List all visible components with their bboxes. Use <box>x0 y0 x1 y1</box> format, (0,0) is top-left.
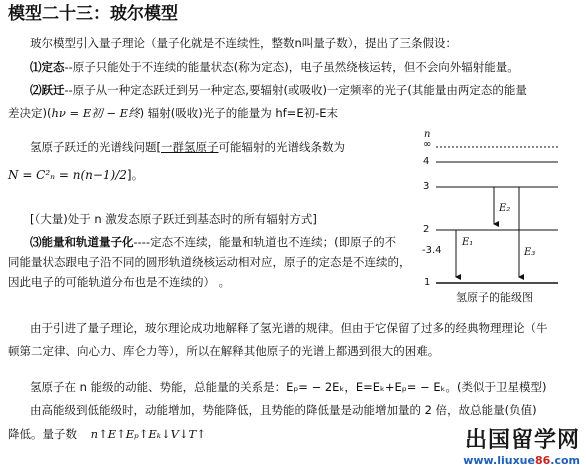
spectrum-line-b: 可能辐射的光谱线条数为 <box>218 140 345 154</box>
label-infinity: ∞ <box>423 139 432 150</box>
hypothesis-2-line2 <box>8 106 338 120</box>
paragraph-line1: 由于引进了量子理论，玻尔理论成功地解释了氢光谱的规律。但由于它保留了过多的经典物理理论（牛 <box>30 321 548 335</box>
watermark-url <box>463 454 580 467</box>
spectrum-end: ]。 <box>126 168 144 182</box>
hypothesis-1-text: --原子只能处于不连续的能量状态(称为定态)，电子虽然绕核运转，但不会向外辐射能量。 <box>64 60 519 74</box>
energy-line2: 由高能级到低能级时，动能增加，势能降低，且势能的降低量是动能增加量的 2 倍，故总能量(负值) <box>30 403 537 417</box>
diagram-caption: 氢原子的能级图 <box>456 291 533 304</box>
watermark-url-c: .com <box>550 454 580 467</box>
label-level-1: 1 <box>424 277 431 288</box>
page-title: 模型二十三：玻尔模型 <box>8 4 178 24</box>
watermark-title: 出国留学网 <box>464 428 580 453</box>
spectrum-underlined: 一群氢原子 <box>161 140 219 154</box>
hypothesis-1 <box>30 60 519 74</box>
spectrum-formula-line <box>8 168 144 182</box>
energy-line3-text: 降低。量子数 <box>8 427 77 441</box>
energy-line3 <box>8 427 206 441</box>
quantum-number-chain: n↑E↑Eₚ↑Eₖ↓V↓T↑ <box>90 427 206 441</box>
label-e3: E₃ <box>524 247 536 258</box>
energy-level-diagram <box>418 125 568 305</box>
hypothesis-2-line2-a: 差决定)( <box>8 106 52 120</box>
spectrum-note: [（大量)处于 n 激发态原子跃迁到基态时的所有辐射方式] <box>30 212 317 226</box>
label-energy-value: -3.4 <box>422 245 442 256</box>
label-level-2: 2 <box>423 224 430 235</box>
site-watermark <box>463 423 580 467</box>
hypothesis-2-label: ⑵跃迁 <box>30 83 65 97</box>
hypothesis-2-text: --原子从一种定态跃迁到另一种定态,要辐射(或吸收)一定频率的光子(其能量由两定态的能量 <box>64 83 527 97</box>
label-level-3: 3 <box>423 181 430 192</box>
hypothesis-3 <box>30 235 396 249</box>
hypothesis-2 <box>30 83 527 97</box>
hypothesis-2-line2-b: ) 辐射(吸收)光子的能量为 hf=E初-E末 <box>139 106 339 120</box>
label-level-4: 4 <box>423 156 430 167</box>
transition-formula: hν = E初 − E终 <box>51 106 140 120</box>
hypothesis-3-line2: 同能量状态跟电子沿不同的圆形轨道绕核运动相对应，原子的定态是不连续的， <box>8 255 411 269</box>
hypothesis-3-line3: 因此电子的可能轨道分布也是不连续的） 。 <box>8 275 231 289</box>
energy-level-svg <box>418 125 568 305</box>
hypothesis-1-label: ⑴定态 <box>30 60 65 74</box>
watermark-url-a: www.liuxue <box>463 454 535 467</box>
hypothesis-3-text: ----定态不连续，能量和轨道也不连续；(即原子的不 <box>133 235 397 249</box>
spectrum-formula: N = C²ₙ = n(n−1)/2 <box>8 168 127 182</box>
spectrum-line-a: 氢原子跃迁的光谱线问题[ <box>30 140 161 154</box>
energy-line1: 氢原子在 n 能级的动能、势能，总能量的关系是：Eₚ= − 2Eₖ，E=Eₖ+Eₚ= − Eₖ。(类似于卫星模型) <box>30 380 547 394</box>
spectrum-line <box>30 140 345 154</box>
intro-text: 玻尔模型引入量子理论（量子化就是不连续性，整数n叫量子数），提出了三条假设： <box>30 36 458 50</box>
hypothesis-3-label: ⑶能量和轨道量子化 <box>30 235 134 249</box>
label-n: n <box>424 129 431 140</box>
label-e2: E₂ <box>499 203 511 214</box>
watermark-url-b: 86 <box>534 454 551 467</box>
paragraph-line2: 顿第二定律、向心力、库仑力等），所以在解释其他原子的光谱上都遇到很大的困难。 <box>8 344 440 358</box>
label-e1: E₁ <box>462 237 474 248</box>
